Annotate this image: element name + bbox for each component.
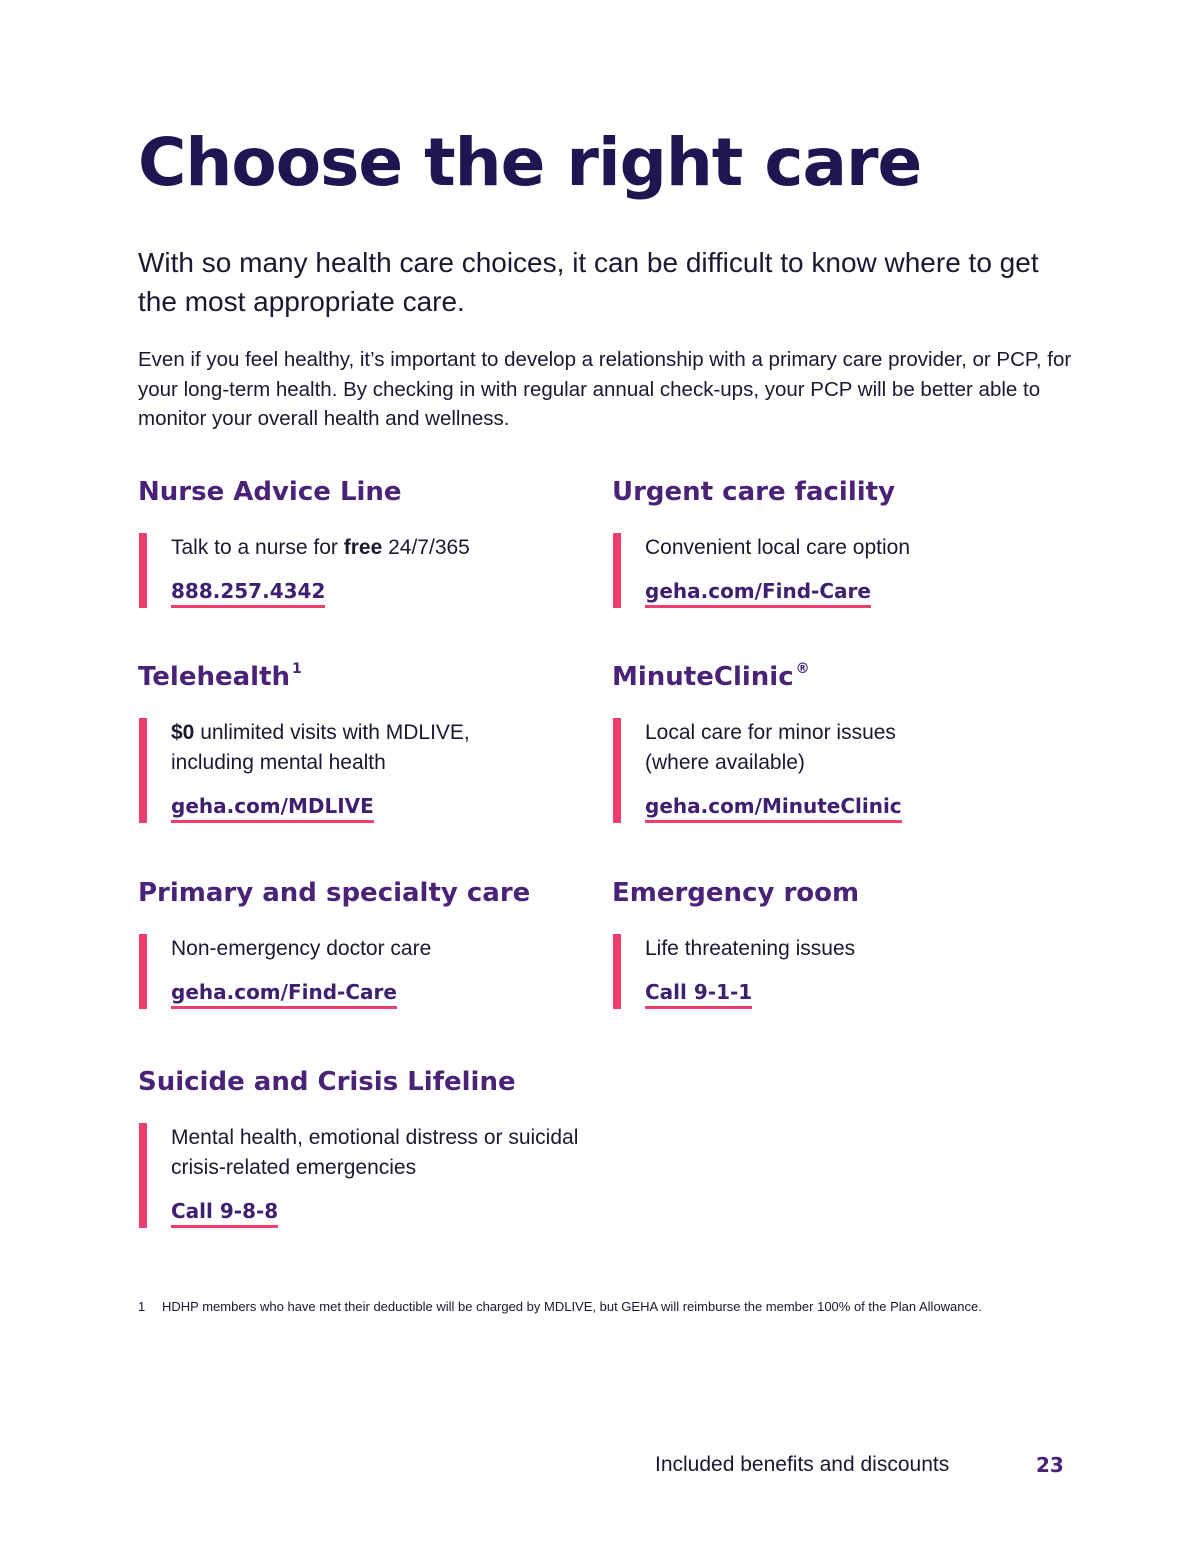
registered-mark: ® <box>795 661 810 677</box>
card-body <box>612 533 1092 608</box>
card-urgent-care <box>612 474 1092 608</box>
description-text: unlimited visits with MDLIVE, including mental health <box>171 721 470 774</box>
footnote-text: HDHP members who have met their deductible will be charged by MDLIVE, but GEHA will reimburse the member 100% of the Plan Allowance. <box>162 1299 982 1314</box>
card-description: Mental health, emotional distress or suicidal crisis-related emergencies <box>171 1126 579 1179</box>
card-nurse-advice-line <box>138 474 618 608</box>
card-title <box>138 659 618 695</box>
card-body <box>138 934 618 1009</box>
card-primary-specialty-care <box>138 875 618 1009</box>
call-911-link[interactable]: Call 9-1-1 <box>645 978 752 1009</box>
card-title: Urgent care facility <box>612 477 896 507</box>
card-emergency-room <box>612 875 1092 1009</box>
card-telehealth <box>138 659 618 823</box>
description-emphasis: $0 <box>171 721 195 744</box>
accent-bar <box>139 1123 147 1228</box>
accent-bar <box>613 934 621 1009</box>
description-text: 24/7/365 <box>382 536 470 559</box>
card-title-text: MinuteClinic <box>612 662 794 692</box>
lead-paragraph: With so many health care choices, it can be difficult to know where to get the most appropriate care. <box>138 247 1039 317</box>
card-body <box>612 934 1092 1009</box>
card-title: Nurse Advice Line <box>138 477 402 507</box>
page-title: Choose the right care <box>138 124 922 201</box>
card-body <box>138 718 618 823</box>
card-description: Life threatening issues <box>645 937 856 960</box>
accent-bar <box>139 533 147 608</box>
mdlive-link[interactable]: geha.com/MDLIVE <box>171 792 374 823</box>
card-description <box>171 533 618 563</box>
nurse-phone-link[interactable]: 888.257.4342 <box>171 577 325 608</box>
find-care-link[interactable]: geha.com/Find-Care <box>171 978 397 1009</box>
card-description <box>171 718 511 778</box>
urgent-care-link[interactable]: geha.com/Find-Care <box>645 577 871 608</box>
page-number: 23 <box>1036 1453 1064 1477</box>
footnote <box>138 1297 1088 1317</box>
card-suicide-crisis-lifeline <box>138 1064 618 1228</box>
intro-paragraph: Even if you feel healthy, it’s important to develop a relationship with a primary care provider, or PCP, for your long-term health. By checking in with regular annual check-ups, your PCP will be better able to monitor your overall health and wellness. <box>138 348 1072 430</box>
card-title: Suicide and Crisis Lifeline <box>138 1067 516 1097</box>
footnote-marker: 1 <box>292 661 302 677</box>
card-title-text: Telehealth <box>138 662 291 692</box>
card-title <box>612 659 1092 695</box>
accent-bar <box>139 718 147 823</box>
card-title: Primary and specialty care <box>138 878 531 908</box>
card-description: Local care for minor issues (where available) <box>645 721 896 774</box>
description-emphasis: free <box>343 536 383 559</box>
card-body <box>138 1123 618 1228</box>
card-body <box>612 718 1092 823</box>
call-988-link[interactable]: Call 9-8-8 <box>171 1197 278 1228</box>
accent-bar <box>139 934 147 1009</box>
card-description: Non-emergency doctor care <box>171 937 432 960</box>
accent-bar <box>613 718 621 823</box>
footer-section-label: Included benefits and discounts <box>655 1453 950 1476</box>
description-text: Talk to a nurse for <box>171 536 344 559</box>
card-description: Convenient local care option <box>645 536 911 559</box>
accent-bar <box>613 533 621 608</box>
card-minuteclinic <box>612 659 1092 823</box>
card-title: Emergency room <box>612 878 860 908</box>
minuteclinic-link[interactable]: geha.com/MinuteClinic <box>645 792 902 823</box>
footnote-number: 1 <box>138 1299 146 1314</box>
card-body <box>138 533 618 608</box>
